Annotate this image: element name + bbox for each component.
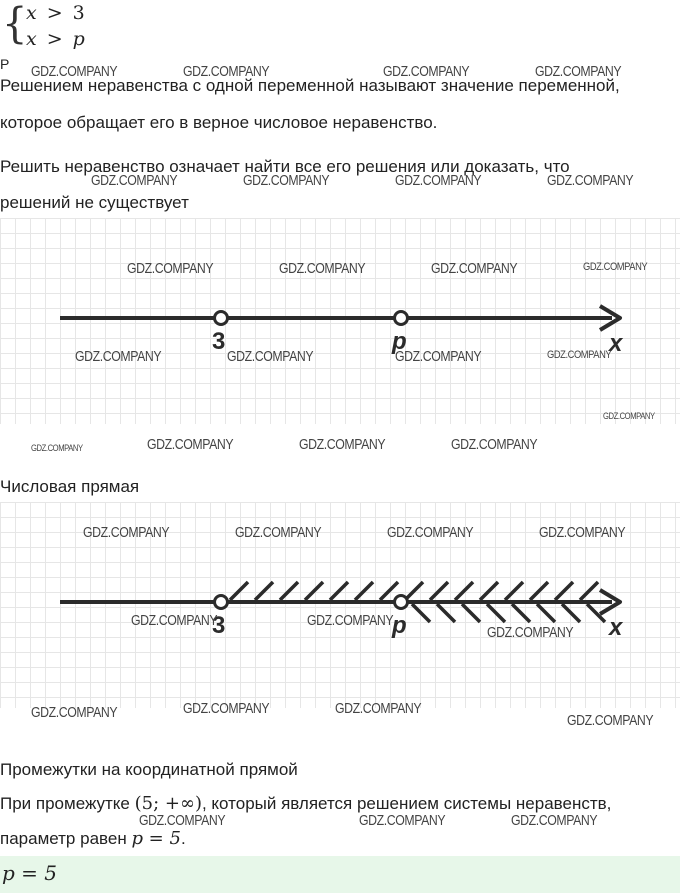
watermark: GDZ.COMPANY xyxy=(547,349,612,361)
watermark: GDZ.COMPANY xyxy=(383,63,470,80)
system-line-2-rhs: p xyxy=(72,28,85,50)
watermark: GDZ.COMPANY xyxy=(603,411,655,421)
number-line-1-point-p xyxy=(395,312,408,325)
system-line-1-var: x xyxy=(26,2,37,24)
watermark: GDZ.COMPANY xyxy=(83,524,170,541)
watermark: GDZ.COMPANY xyxy=(31,63,118,80)
number-line-2-hatching-x-gt-p xyxy=(412,604,605,622)
system-line-1-rhs: 3 xyxy=(72,2,85,24)
number-line-1-point-3 xyxy=(215,312,228,325)
watermark: GDZ.COMPANY xyxy=(279,260,366,277)
watermark: GDZ.COMPANY xyxy=(183,63,270,80)
watermark: GDZ.COMPANY xyxy=(147,436,234,453)
watermark: GDZ.COMPANY xyxy=(235,524,322,541)
watermark: GDZ.COMPANY xyxy=(535,63,622,80)
number-line-2-label-p: p xyxy=(392,612,407,639)
watermark: GDZ.COMPANY xyxy=(359,812,446,829)
caption-intervals: Промежутки на координатной прямой xyxy=(0,760,298,779)
watermark: GDZ.COMPANY xyxy=(75,348,162,365)
answer-value: p = 5 xyxy=(2,861,57,885)
watermark: GDZ.COMPANY xyxy=(583,261,648,273)
number-line-2-label-3: 3 xyxy=(212,612,226,639)
number-line-2-label-x: x xyxy=(609,614,623,641)
watermark: GDZ.COMPANY xyxy=(335,700,422,717)
number-line-1-grid xyxy=(0,218,680,424)
system-line-2-var: x xyxy=(26,28,37,50)
watermark: GDZ.COMPANY xyxy=(511,812,598,829)
conclusion-text-3: параметр равен xyxy=(0,829,132,848)
watermark: GDZ.COMPANY xyxy=(395,172,482,189)
watermark: GDZ.COMPANY xyxy=(431,260,518,277)
watermark: GDZ.COMPANY xyxy=(183,700,270,717)
system-line-1-op: > xyxy=(46,2,63,24)
conclusion-line-1 xyxy=(0,793,611,814)
number-line-2-hatching-x-gt-3 xyxy=(230,582,598,600)
watermark: GDZ.COMPANY xyxy=(487,624,574,641)
watermark: GDZ.COMPANY xyxy=(547,172,634,189)
watermark: GDZ.COMPANY xyxy=(91,172,178,189)
watermark: GDZ.COMPANY xyxy=(307,612,394,629)
watermark: GDZ.COMPANY xyxy=(395,348,482,365)
solve-line-2: решений не существует xyxy=(0,193,189,212)
conclusion-line-2 xyxy=(0,828,186,849)
number-line-1-label-3: 3 xyxy=(212,328,226,355)
system-line-2-op: > xyxy=(46,28,63,50)
definition-line-1: Решением неравенства с одной переменной называют значение переменной, xyxy=(0,76,620,95)
caption-number-line: Числовая прямая xyxy=(0,477,140,496)
conclusion-text-4: . xyxy=(180,829,186,848)
solve-line-1: Решить неравенство означает найти все его решения или доказать, что xyxy=(0,157,570,176)
conclusion-interval: (5; +∞) xyxy=(134,793,202,814)
watermark: GDZ.COMPANY xyxy=(299,436,386,453)
inequality-system xyxy=(0,0,200,54)
watermark: GDZ.COMPANY xyxy=(139,812,226,829)
system-brace: { xyxy=(2,0,28,49)
conclusion-text-1: При промежутке xyxy=(0,794,135,813)
partial-line: Р xyxy=(0,56,10,72)
number-line-2-point-p xyxy=(395,596,408,609)
number-line-1-label-x: x xyxy=(609,330,623,357)
watermark: GDZ.COMPANY xyxy=(131,612,218,629)
number-line-1 xyxy=(0,218,680,424)
watermark: GDZ.COMPANY xyxy=(451,436,538,453)
watermark: GDZ.COMPANY xyxy=(31,443,83,453)
number-line-2-point-3 xyxy=(215,596,228,609)
watermark: GDZ.COMPANY xyxy=(243,172,330,189)
conclusion-param: p = 5 xyxy=(131,828,181,849)
answer-box xyxy=(0,856,680,893)
watermark: GDZ.COMPANY xyxy=(227,348,314,365)
definition-line-2: которое обращает его в верное числовое неравенство. xyxy=(0,113,438,132)
watermark: GDZ.COMPANY xyxy=(539,524,626,541)
watermark: GDZ.COMPANY xyxy=(567,712,654,729)
watermark: GDZ.COMPANY xyxy=(387,524,474,541)
system-line-1 xyxy=(26,2,85,24)
number-line-1-label-p: p xyxy=(392,328,407,355)
system-line-2 xyxy=(26,28,85,50)
watermark: GDZ.COMPANY xyxy=(31,704,118,721)
conclusion-text-2: , который является решением системы неравенств, xyxy=(201,794,612,813)
watermark: GDZ.COMPANY xyxy=(127,260,214,277)
